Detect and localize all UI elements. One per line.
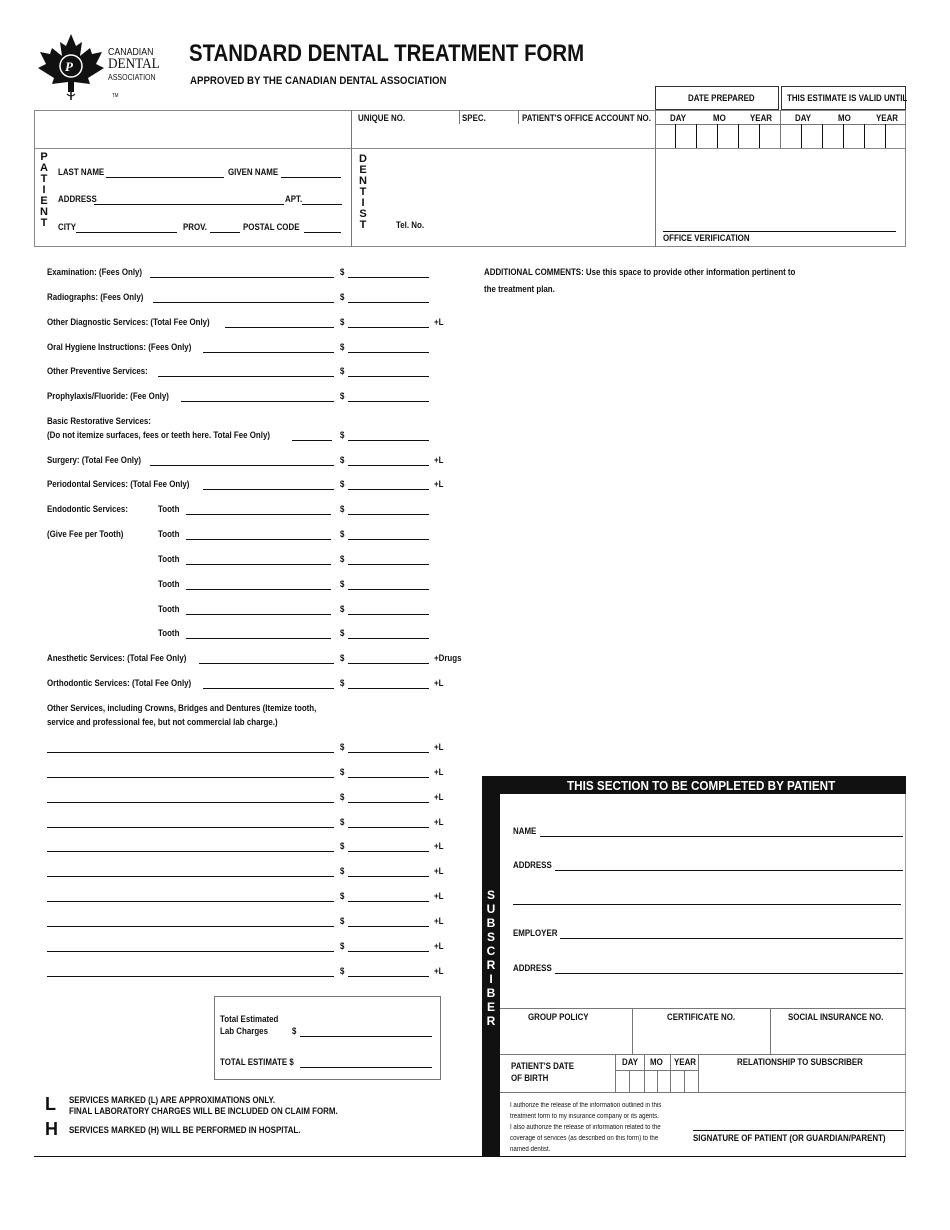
- svg-text:P: P: [65, 59, 73, 74]
- service3-0-fee-field[interactable]: [348, 663, 429, 664]
- other-service-5-suffix: +L: [434, 866, 444, 876]
- tooth-4-label: Tooth: [158, 604, 180, 614]
- tooth-5-dollar: $: [340, 628, 345, 638]
- sub-name-label[interactable]: NAME: [513, 826, 537, 836]
- service2-1-fee-field[interactable]: [348, 489, 429, 490]
- other-services-line2: service and professional fee, but not commercial lab charge.): [47, 717, 278, 727]
- other-service-1-dollar: $: [340, 767, 345, 777]
- other-service-8-desc-field[interactable]: [47, 951, 334, 952]
- service-2-fee-field[interactable]: [348, 327, 429, 328]
- other-service-6-fee-field[interactable]: [348, 901, 429, 902]
- subscriber-vertical-label: S U B S C R I B E R: [486, 888, 496, 1028]
- tooth-5-desc-field[interactable]: [186, 638, 331, 639]
- service-1-dollar: $: [340, 292, 345, 302]
- other-service-0-suffix: +L: [434, 742, 444, 752]
- sub-address2-label[interactable]: ADDRESS: [513, 963, 552, 973]
- tooth-1-desc-field[interactable]: [186, 539, 331, 540]
- sub-address-line2[interactable]: [513, 904, 901, 905]
- other-service-0-fee-field[interactable]: [348, 752, 429, 753]
- dp-year: YEAR: [750, 113, 773, 123]
- legend-l-letter: L: [45, 1094, 56, 1114]
- service2-1-dollar: $: [340, 479, 345, 489]
- unique-no-label: UNIQUE NO.: [358, 113, 406, 123]
- other-service-2-desc-field[interactable]: [47, 802, 334, 803]
- service3-0-dollar: $: [340, 653, 345, 663]
- sub-employer-label[interactable]: EMPLOYER: [513, 928, 558, 938]
- other-service-4-fee-field[interactable]: [348, 851, 429, 852]
- patient-dentist-box: [34, 110, 906, 247]
- service-1-fee-field[interactable]: [348, 302, 429, 303]
- dp-mo: MO: [713, 113, 726, 123]
- other-service-5-fee-field[interactable]: [348, 876, 429, 877]
- form-title: STANDARD DENTAL TREATMENT FORM: [189, 40, 585, 67]
- cda-logo: [36, 32, 166, 104]
- certificate-label[interactable]: CERTIFICATE NO.: [667, 1012, 736, 1022]
- tooth-4-desc-field[interactable]: [186, 614, 331, 615]
- service3-0-desc-field[interactable]: [199, 663, 334, 664]
- relationship-label[interactable]: RELATIONSHIP TO SUBSCRIBER: [737, 1057, 863, 1067]
- endodontic-label1: Endodontic Services:: [47, 504, 128, 514]
- other-service-3-desc-field[interactable]: [47, 827, 334, 828]
- tooth-0-desc-field[interactable]: [186, 514, 331, 515]
- service3-0-label: Anesthetic Services: (Total Fee Only): [47, 653, 187, 663]
- signature-label: SIGNATURE OF PATIENT (OR GUARDIAN/PARENT): [693, 1133, 886, 1143]
- other-service-8-suffix: +L: [434, 941, 444, 951]
- other-service-4-desc-field[interactable]: [47, 851, 334, 852]
- dob-label-2: OF BIRTH: [511, 1073, 549, 1083]
- service-4-desc-field[interactable]: [158, 376, 334, 377]
- other-service-8-dollar: $: [340, 941, 345, 951]
- service-3-desc-field[interactable]: [203, 352, 334, 353]
- logo-text-1: CANADIAN: [108, 47, 154, 58]
- account-no-label: PATIENT'S OFFICE ACCOUNT NO.: [522, 113, 651, 123]
- other-service-7-desc-field[interactable]: [47, 926, 334, 927]
- other-services-line1: Other Services, including Crowns, Bridges and Dentures (Itemize tooth,: [47, 703, 317, 713]
- signature-field[interactable]: [693, 1130, 904, 1131]
- other-service-7-fee-field[interactable]: [348, 926, 429, 927]
- lab-charges-field[interactable]: [300, 1036, 432, 1037]
- total-estimate-label: TOTAL ESTIMATE $: [220, 1057, 294, 1067]
- other-service-5-desc-field[interactable]: [47, 876, 334, 877]
- tooth-3-desc-field[interactable]: [186, 589, 331, 590]
- postal-label[interactable]: POSTAL CODE: [243, 222, 300, 232]
- service2-0-label: Surgery: (Total Fee Only): [47, 455, 142, 465]
- tooth-3-label: Tooth: [158, 579, 180, 589]
- service-4-fee-field[interactable]: [348, 376, 429, 377]
- other-service-9-desc-field[interactable]: [47, 976, 334, 977]
- apt-label[interactable]: APT.: [285, 194, 303, 204]
- city-label[interactable]: CITY: [58, 222, 77, 232]
- tooth-4-dollar: $: [340, 604, 345, 614]
- dentist-vertical-label: D E N T I S T: [359, 153, 367, 231]
- service3-1-desc-field[interactable]: [203, 688, 334, 689]
- other-service-7-suffix: +L: [434, 916, 444, 926]
- basic-restorative-desc-field[interactable]: [292, 440, 332, 441]
- form-subtitle: APPROVED BY THE CANADIAN DENTAL ASSOCIATION: [190, 75, 447, 87]
- patient-vertical-label: P A T I E N T: [40, 151, 48, 229]
- other-service-2-suffix: +L: [434, 792, 444, 802]
- legend-l-text1: SERVICES MARKED (L) ARE APPROXIMATIONS ONLY.: [69, 1095, 276, 1105]
- service-2-desc-field[interactable]: [225, 327, 334, 328]
- last-name-label[interactable]: LAST NAME: [58, 167, 105, 177]
- other-service-2-fee-field[interactable]: [348, 802, 429, 803]
- comments-line1: ADDITIONAL COMMENTS: Use this space to provide other information pertinent to: [484, 267, 796, 277]
- date-prepared-label: DATE PREPARED: [688, 93, 755, 103]
- dob-year: YEAR: [674, 1057, 697, 1067]
- comments-line2: the treatment plan.: [484, 284, 555, 294]
- tooth-4-fee-field[interactable]: [348, 614, 429, 615]
- service2-1-suffix: +L: [434, 479, 444, 489]
- other-service-6-desc-field[interactable]: [47, 901, 334, 902]
- other-service-6-suffix: +L: [434, 891, 444, 901]
- tooth-2-fee-field[interactable]: [348, 564, 429, 565]
- sin-label[interactable]: SOCIAL INSURANCE NO.: [788, 1012, 884, 1022]
- dp-day: DAY: [670, 113, 687, 123]
- other-service-3-suffix: +L: [434, 817, 444, 827]
- logo-text-2: DENTAL: [108, 56, 160, 72]
- vu-day: DAY: [795, 113, 812, 123]
- service-2-dollar: $: [340, 317, 345, 327]
- basic-restorative-fee-field[interactable]: [348, 440, 429, 441]
- service2-0-fee-field[interactable]: [348, 465, 429, 466]
- legend-l-text2: FINAL LABORATORY CHARGES WILL BE INCLUDED ON CLAIM FORM.: [69, 1106, 338, 1116]
- service-4-dollar: $: [340, 366, 345, 376]
- basic-restorative-label: (Do not itemize surfaces, fees or teeth here. Total Fee Only): [47, 430, 270, 440]
- dob-day: DAY: [622, 1057, 639, 1067]
- tooth-3-fee-field[interactable]: [348, 589, 429, 590]
- patient-section-title: THIS SECTION TO BE COMPLETED BY PATIENT: [567, 778, 836, 793]
- other-service-1-desc-field[interactable]: [47, 777, 334, 778]
- authorization-text: I authorize the release of the information outlined in this treatment form to my insurance company or its agents. I also authorize the release of information related to the coverage of services (as described on this form) to the named dentist.: [510, 1102, 662, 1153]
- service-1-label: Radiographs: (Fees Only): [47, 292, 144, 302]
- other-service-1-fee-field[interactable]: [348, 777, 429, 778]
- sub-address-label[interactable]: ADDRESS: [513, 860, 552, 870]
- lab-charges-line1: Total Estimated: [220, 1014, 279, 1024]
- logo-tm: TM: [112, 93, 119, 99]
- group-policy-label[interactable]: GROUP POLICY: [528, 1012, 589, 1022]
- tooth-5-fee-field[interactable]: [348, 638, 429, 639]
- tooth-0-fee-field[interactable]: [348, 514, 429, 515]
- other-service-9-suffix: +L: [434, 966, 444, 976]
- other-service-6-dollar: $: [340, 891, 345, 901]
- tooth-2-dollar: $: [340, 554, 345, 564]
- dob-label-1: PATIENT'S DATE: [511, 1061, 575, 1071]
- tel-label[interactable]: Tel. No.: [396, 220, 425, 230]
- service2-0-desc-field[interactable]: [150, 465, 334, 466]
- service-5-fee-field[interactable]: [348, 401, 429, 402]
- service-0-dollar: $: [340, 267, 345, 277]
- other-service-9-dollar: $: [340, 966, 345, 976]
- address-label[interactable]: ADDRESS: [58, 194, 97, 204]
- other-service-3-dollar: $: [340, 817, 345, 827]
- basic-restorative-dollar: $: [340, 430, 345, 440]
- tooth-1-label: Tooth: [158, 529, 180, 539]
- other-service-0-desc-field[interactable]: [47, 752, 334, 753]
- service-1-desc-field[interactable]: [153, 302, 334, 303]
- other-service-1-suffix: +L: [434, 767, 444, 777]
- other-service-5-dollar: $: [340, 866, 345, 876]
- service2-0-dollar: $: [340, 455, 345, 465]
- service-0-fee-field[interactable]: [348, 277, 429, 278]
- logo-text-3: ASSOCIATION: [108, 73, 156, 82]
- service3-1-label: Orthodontic Services: (Total Fee Only): [47, 678, 192, 688]
- basic-restorative-line1: Basic Restorative Services:: [47, 416, 151, 426]
- office-verification-label: OFFICE VERIFICATION: [663, 233, 750, 243]
- service-2-label: Other Diagnostic Services: (Total Fee Only): [47, 317, 210, 327]
- service-2-suffix: +L: [434, 317, 444, 327]
- vu-year: YEAR: [876, 113, 899, 123]
- vu-mo: MO: [838, 113, 851, 123]
- maple-leaf-icon: [36, 32, 106, 104]
- service-3-dollar: $: [340, 342, 345, 352]
- tooth-2-desc-field[interactable]: [186, 564, 331, 565]
- tooth-3-dollar: $: [340, 579, 345, 589]
- service2-1-desc-field[interactable]: [203, 489, 334, 490]
- tooth-2-label: Tooth: [158, 554, 180, 564]
- other-service-7-dollar: $: [340, 916, 345, 926]
- given-name-label[interactable]: GIVEN NAME: [228, 167, 279, 177]
- service-5-dollar: $: [340, 391, 345, 401]
- service2-1-label: Periodontal Services: (Total Fee Only): [47, 479, 190, 489]
- service3-0-suffix: +Drugs: [434, 653, 462, 663]
- other-service-4-suffix: +L: [434, 841, 444, 851]
- service-3-fee-field[interactable]: [348, 352, 429, 353]
- valid-until-label: THIS ESTIMATE IS VALID UNTIL: [787, 93, 908, 103]
- other-service-0-dollar: $: [340, 742, 345, 752]
- tooth-0-dollar: $: [340, 504, 345, 514]
- service3-1-suffix: +L: [434, 678, 444, 688]
- endodontic-label2: (Give Fee per Tooth): [47, 529, 124, 539]
- tooth-0-label: Tooth: [158, 504, 180, 514]
- other-service-4-dollar: $: [340, 841, 345, 851]
- total-estimate-field[interactable]: [300, 1067, 432, 1068]
- spec-label: SPEC.: [462, 113, 486, 123]
- other-service-2-dollar: $: [340, 792, 345, 802]
- service-3-label: Oral Hygiene Instructions: (Fees Only): [47, 342, 192, 352]
- other-service-8-fee-field[interactable]: [348, 951, 429, 952]
- lab-charges-line2: Lab Charges: [220, 1026, 268, 1036]
- service-0-desc-field[interactable]: [150, 277, 334, 278]
- tooth-1-dollar: $: [340, 529, 345, 539]
- lab-dollar: $: [292, 1026, 297, 1036]
- service-0-label: Examination: (Fees Only): [47, 267, 143, 277]
- tooth-1-fee-field[interactable]: [348, 539, 429, 540]
- service2-0-suffix: +L: [434, 455, 444, 465]
- legend-h-text: SERVICES MARKED (H) WILL BE PERFORMED IN HOSPITAL.: [69, 1125, 301, 1135]
- service-4-label: Other Preventive Services:: [47, 366, 148, 376]
- other-service-9-fee-field[interactable]: [348, 976, 429, 977]
- prov-label[interactable]: PROV.: [183, 222, 207, 232]
- service-5-label: Prophylaxis/Fluoride: (Fee Only): [47, 391, 169, 401]
- service3-1-dollar: $: [340, 678, 345, 688]
- dob-mo: MO: [650, 1057, 663, 1067]
- service-5-desc-field[interactable]: [181, 401, 334, 402]
- tooth-5-label: Tooth: [158, 628, 180, 638]
- service3-1-fee-field[interactable]: [348, 688, 429, 689]
- legend-h-letter: H: [45, 1119, 58, 1139]
- other-service-3-fee-field[interactable]: [348, 827, 429, 828]
